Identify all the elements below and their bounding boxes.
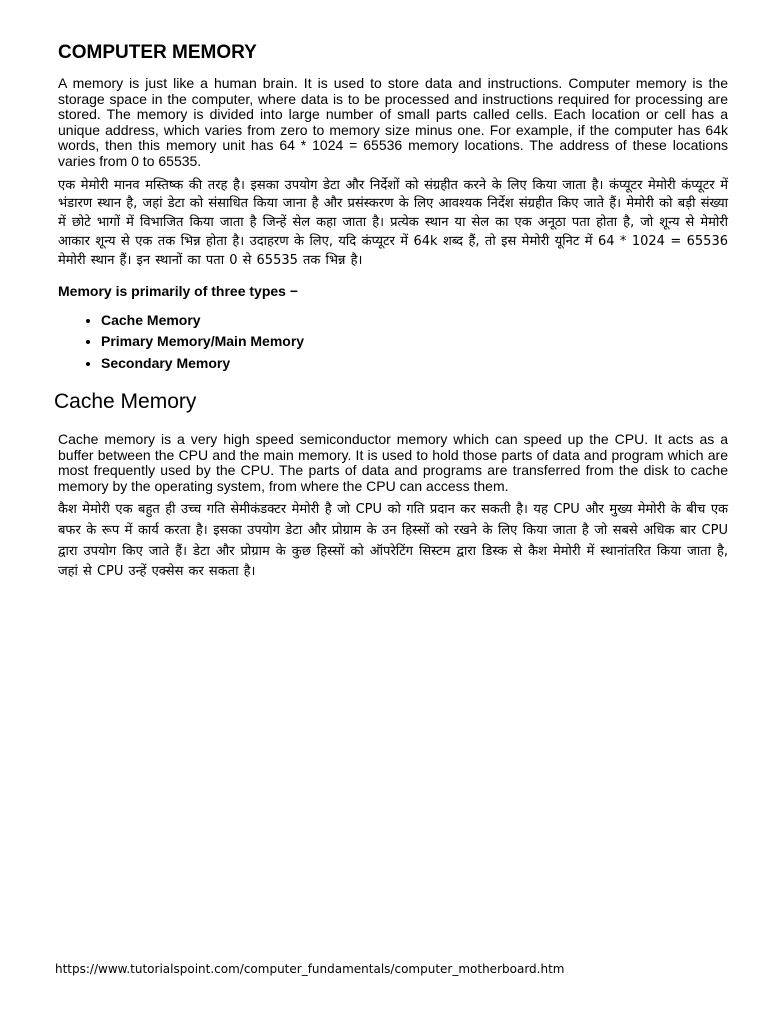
intro-paragraph-english: A memory is just like a human brain. It is used to store data and instructions. Computer memory is the storage space in the computer, where data is to be processed and instructions required for processing are stored. The memory is divided into large number of small parts called cells. Each location or cell has a unique address, which varies from zero to memory size minus one. For example, if the computer has 64k words, then this memory unit has 64 * 1024 = 65536 memory locations. The address of these locations varies from 0 to 65535. [58,75,728,169]
cache-paragraph-hindi: कैश मेमोरी एक बहुत ही उच्च गति सेमीकंडक्टर मेमोरी है जो CPU को गति प्रदान कर सकती है। यह CPU और मुख्य मेमोरी के बीच एक बफर के रूप में कार्य करता है। इसका उपयोग डेटा और प्रोग्राम के उन हिस्सों को रखने के लिए किया जाता है जो सबसे अधिक बार CPU द्वारा उपयोग किए जाते हैं। डेटा और प्रोग्राम के कुछ हिस्सों को ऑपरेटिंग सिस्टम द्वारा डिस्क से कैश मेमोरी में स्थानांतरित किया जाता है, जहां से CPU उन्हें एक्सेस कर सकता है। [58,502,728,580]
footer-url-link[interactable]: https://www.tutorialspoint.com/computer_fundamentals/computer_motherboard.htm [55,962,565,976]
document-page [54,40,728,583]
list-item: • Primary Memory/Main Memory [101,331,728,353]
page-title: COMPUTER MEMORY [58,42,257,63]
intro-paragraph-hindi: एक मेमोरी मानव मस्तिष्क की तरह है। इसका उपयोग डेटा और निर्देशों को संग्रहीत करने के लिए किया जाता है। कंप्यूटर मेमोरी कंप्यूटर में भंडारण स्थान है, जहां डेटा को संसाधित किया जाना है और प्रसंस्करण के लिए आवश्यक निर्देश संग्रहीत किए जाते हैं। मेमोरी को बड़ी संख्या में छोटे भागों में विभाजित किया जाता है जिन्हें सेल कहा जाता है। प्रत्येक स्थान या सेल का एक अनूठा पता होता है, जो शून्य से मेमोरी आकार शून्य से एक तक भिन्न होता है। उदाहरण के लिए, यदि कंप्यूटर में 64k शब्द हैं, तो इस मेमोरी यूनिट में 64 * 1024 = 65536 मेमोरी स्थान हैं। इन स्थानों का पता 0 से 65535 तक भिन्न है। [58,177,728,268]
memory-types-heading: Memory is primarily of three types − [58,282,299,299]
cache-paragraph-english: Cache memory is a very high speed semiconductor memory which can speed up the CPU. It acts as a buffer between the CPU and the main memory. It is used to hold those parts of data and program which are most frequently used by the CPU. The parts of data and programs are transferred from the disk to cache memory by the operating system, from where the CPU can access them. [58,431,728,494]
list-item: • Secondary Memory [101,353,728,375]
section-heading-cache-memory: Cache Memory [54,390,197,414]
list-item: • Cache Memory [101,310,728,332]
memory-types-list [58,310,728,375]
